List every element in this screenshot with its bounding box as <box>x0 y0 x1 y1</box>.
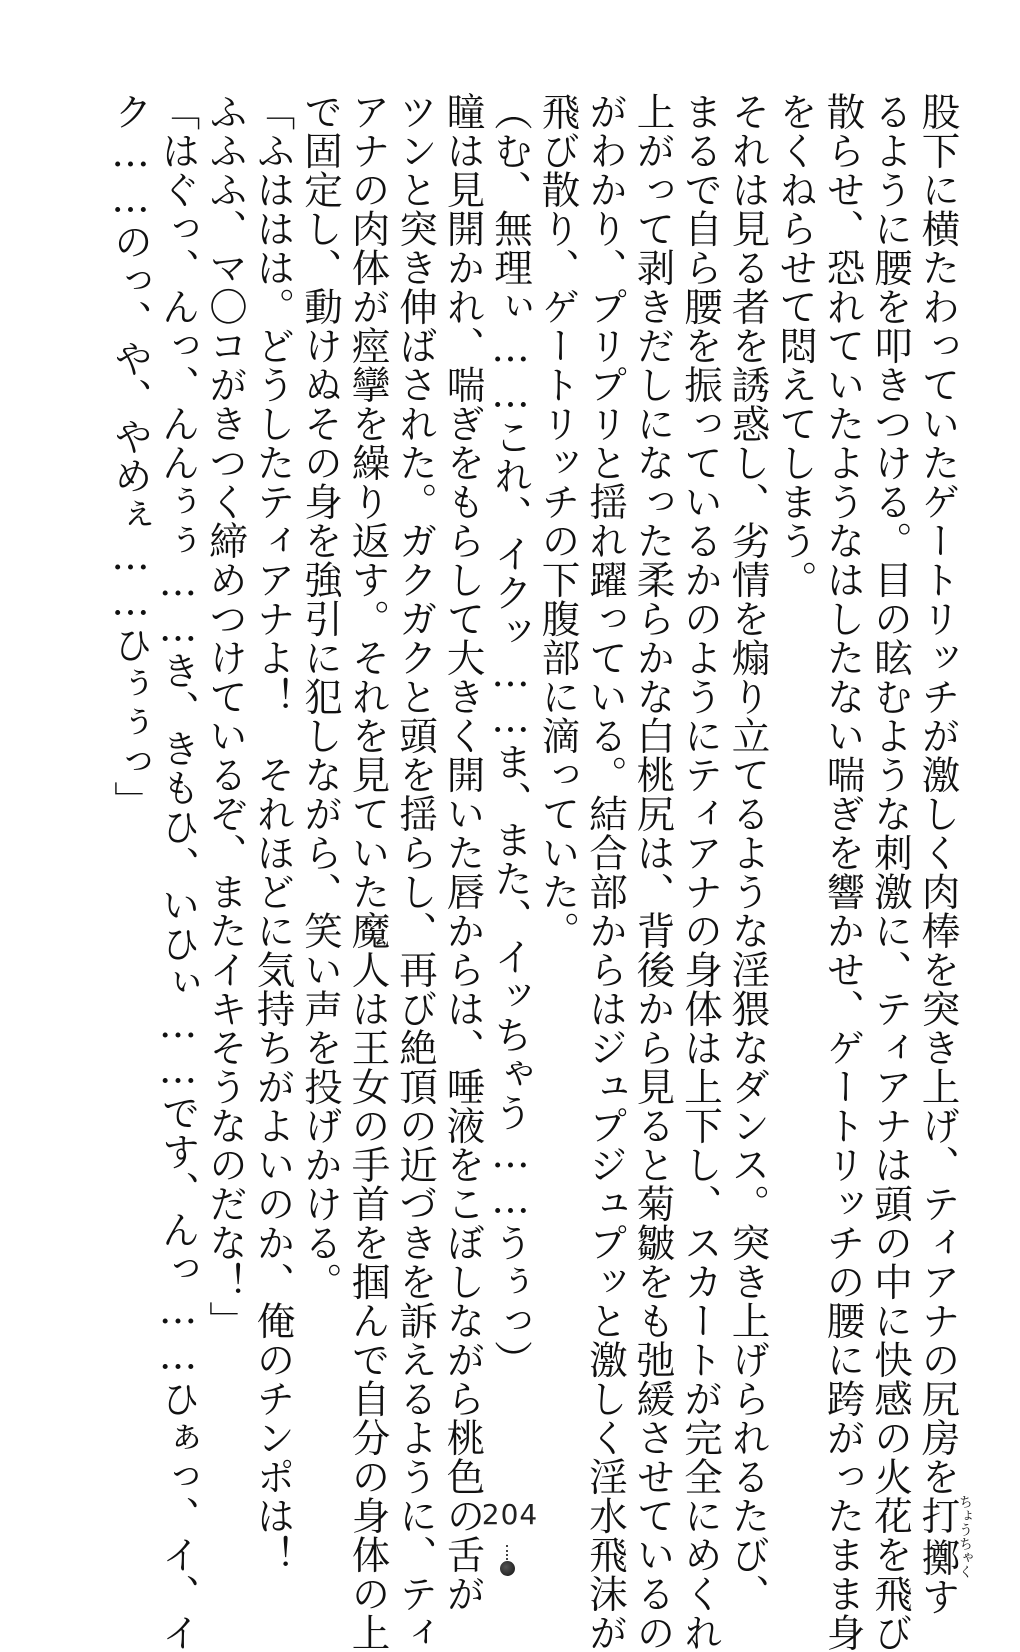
text-line-13: アナの肉体が痙攣を繰り返す。それを見ていた魔人は王女の手首を掴んで自分の身体の上 <box>345 92 391 1652</box>
text-line-18: ク……のっ、や、やめぇ……ひぅぅっ」 <box>108 92 153 820</box>
text-line-9: 飛び散り、ゲートリッチの下腹部に滴っていた。 <box>535 92 581 950</box>
text-line-11: 瞳は見開かれ、喘ぎをもらして大きく開いた唇からは、唾液をこぼしながら桃色の舌が <box>440 92 486 1613</box>
page-marker-stem <box>506 1545 510 1560</box>
ruby-annotation: 打擲ちょうちゃく <box>915 1494 973 1579</box>
text-line-2: るように腰を叩きつける。目の眩むような刺激に、ティアナは頭の中に快感の火花を飛び <box>868 92 913 1652</box>
text-line-10: （む、無理ぃ……これ、イクッ……ま、また、イッちゃう……うぅっ） <box>488 92 533 1379</box>
text-line-4: をくねらせて悶えてしまう。 <box>773 92 818 599</box>
text-line-14: で固定し、動けぬその身を強引に犯しながら、笑い声を投げかける。 <box>298 92 343 1301</box>
page-marker-dot <box>500 1561 515 1576</box>
page-number: 204 <box>481 1498 539 1531</box>
text-line-16: ふふふ、マ〇コがきつく締めつけているぞ、またイキそうなのだな！」 <box>203 92 248 1340</box>
text-line-7: 上がって剥きだしになった柔らかな白桃尻は、背後から見ると菊皺をも弛緩させているの <box>630 92 676 1652</box>
text-line-3: 散らせ、恐れていたようなはしたない喘ぎを響かせ、ゲートリッチの腰に跨がったまま身 <box>820 92 866 1652</box>
ruby-reading: ちょうちゃく <box>957 1494 973 1579</box>
text-line-6: まるで自ら腰を振っているかのようにティアナの身体は上下し、スカートが完全にめくれ <box>678 92 723 1652</box>
text-line-5: それは見る者を誘惑し、劣情を煽り立てるような淫猥なダンス。突き上げられるたび、 <box>725 92 771 1613</box>
text-line-12: ツンと突き伸ばされた。ガクガクと頭を揺らし、再び絶頂の近づきを訴えるように、ティ <box>393 92 438 1652</box>
text-line-17: 「はぐっ、んっ、んんぅぅ……き、きもひ、いひぃ……です、んっ……ひぁっ、イ、イ <box>155 92 201 1652</box>
text-line-8: がわかり、プリプリと揺れ躍っている。結合部からはジュプジュプッと激しく淫水飛沫が <box>583 92 628 1652</box>
text-line-15: 「ふははは。どうしたティアナよ！ それほどに気持ちがよいのか、俺のチンポは！ <box>250 92 296 1574</box>
text-line-1: 股下に横たわっていたゲートリッチが激しく肉棒を突き上げ、ティアナの尻房を打擲ちょうちゃくす <box>915 92 973 1616</box>
